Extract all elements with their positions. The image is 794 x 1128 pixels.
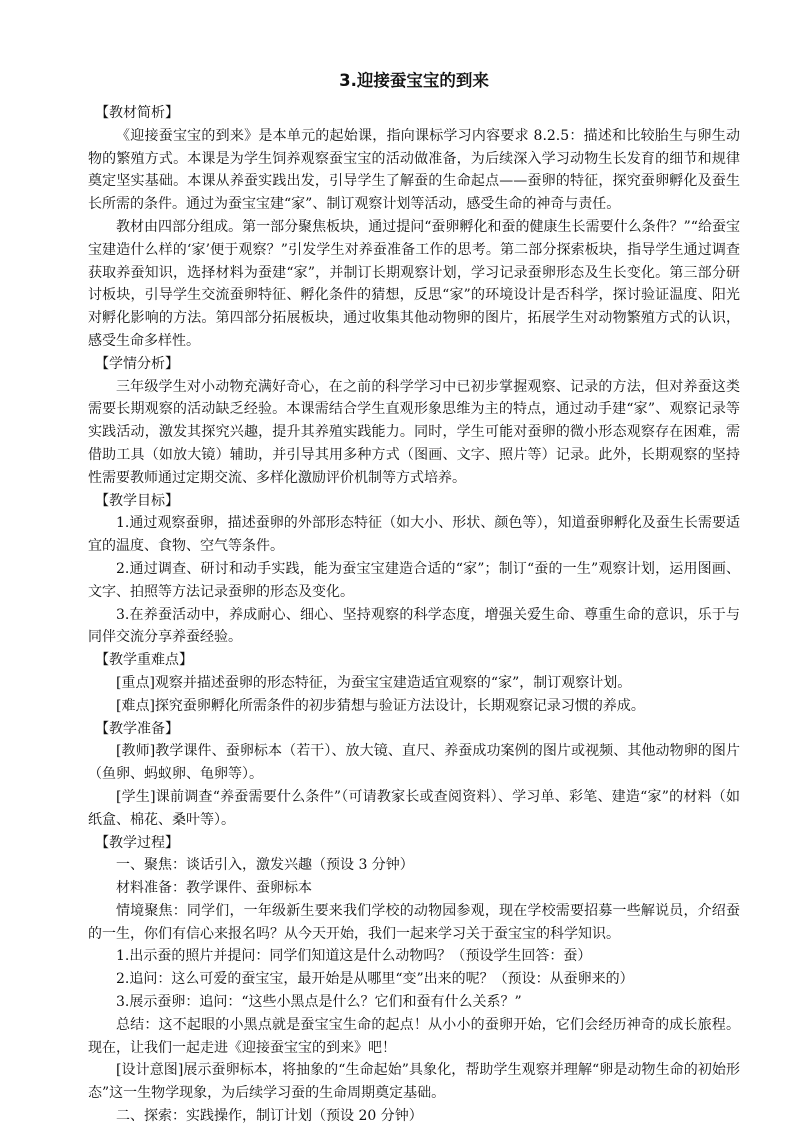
document-page: [88, 68, 740, 1128]
paragraph: 《迎接蚕宝宝的到来》是本单元的起始课，指向课标学习内容要求 8.2.5：描述和比较胎生与卵生动物的繁殖方式。本课是为学生饲养观察蚕宝宝的活动做准备，为后续深入学习动物生长发育的细节和规律奠定坚实基础。本课从养蚕实践出发，引导学生了解蚕的生命起点——蚕卵的特征，探究蚕卵孵化及蚕生长所需的条件。通过为蚕宝宝建“家”、制订观察计划等活动，感受生命的神奇与责任。: [88, 127, 740, 213]
paragraph: 总结：这不起眼的小黑点就是蚕宝宝生命的起点！从小小的蚕卵开始，它们会经历神奇的成长旅程。现在，让我们一起走进《迎接蚕宝宝的到来》吧！: [88, 1016, 740, 1056]
document-body: [88, 102, 740, 1128]
section-heading: 【教学准备】: [95, 720, 179, 737]
paragraph: 一、聚焦：谈话引入，激发兴趣（预设 3 分钟）: [116, 857, 414, 874]
paragraph: 1.通过观察蚕卵，描述蚕卵的外部形态特征（如大小、形状、颜色等），知道蚕卵孵化及蚕生长需要适宜的温度、食物、空气等条件。: [88, 515, 740, 555]
page-title: 3.迎接蚕宝宝的到来: [339, 71, 489, 90]
paragraph: 教材由四部分组成。第一部分聚焦板块，通过提问“蚕卵孵化和蚕的健康生长需要什么条件？”“给蚕宝宝建造什么样的‘家’便于观察？”引发学生对养蚕准备工作的思考。第二部分探索板块，指导学生通过调查获取养蚕知识，选择材料为蚕建“家”，并制订长期观察计划，学习记录蚕卵形态及生长变化。第三部分研讨板块，引导学生交流蚕卵特征、孵化条件的猜想，反思“家”的环境设计是否科学，探讨验证温度、阳光对孵化影响的方法。第四部分拓展板块，通过收集其他动物卵的图片，拓展学生对动物繁殖方式的认识，感受生命多样性。: [88, 218, 740, 349]
paragraph: 材料准备：教学课件、蚕卵标本: [116, 880, 312, 897]
paragraph: [设计意图]展示蚕卵标本，将抽象的“生命起始”具象化，帮助学生观察并理解“卵是动物生命的初始形态”这一生物学现象，为后续学习蚕的生命周期奠定基础。: [88, 1062, 740, 1102]
paragraph: 2.追问：这么可爱的蚕宝宝，最开始是从哪里“变”出来的呢？（预设：从蚕卵来的）: [116, 971, 634, 988]
section-heading: 【教学过程】: [95, 834, 179, 851]
section-heading: 【学情分析】: [95, 355, 179, 372]
paragraph: 三年级学生对小动物充满好奇心，在之前的科学学习中已初步掌握观察、记录的方法，但对养蚕这类需要长期观察的活动缺乏经验。本课需结合学生直观形象思维为主的特点，通过动手建“家”、观察记录等实践活动，激发其探究兴趣，提升其养殖实践能力。同时，学生可能对蚕卵的微小形态观察存在困难，需借助工具（如放大镜）辅助，并引导其用多种方式（图画、文字、照片等）记录。此外，长期观察的坚持性需要教师通过定期交流、多样化激励评价机制等方式培养。: [88, 378, 740, 486]
paragraph: 3.展示蚕卵：追问：“这些小黑点是什么？它们和蚕有什么关系？”: [116, 994, 522, 1011]
section-heading: 【教材简析】: [95, 105, 179, 121]
paragraph: 2.通过调查、研讨和动手实践，能为蚕宝宝建造合适的“家”；制订“蚕的一生”观察计划，运用图画、文字、拍照等方法记录蚕卵的形态及变化。: [88, 560, 740, 600]
paragraph: 1.出示蚕的照片并提问：同学们知道这是什么动物吗？（预设学生回答：蚕）: [116, 948, 592, 965]
paragraph: 3.在养蚕活动中，养成耐心、细心、坚持观察的科学态度，增强关爱生命、尊重生命的意识，乐于与同伴交流分享养蚕经验。: [88, 606, 740, 646]
section-heading: 【教学目标】: [95, 492, 179, 509]
section-heading: 【教学重难点】: [95, 652, 193, 669]
paragraph: [学生]课前调查“养蚕需要什么条件”（可请教家长或查阅资料）、学习单、彩笔、建造“家”的材料（如纸盒、棉花、桑叶等）。: [88, 788, 740, 828]
paragraph: [教师]教学课件、蚕卵标本（若干）、放大镜、直尺、养蚕成功案例的图片或视频、其他动物卵的图片（鱼卵、蚂蚁卵、龟卵等）。: [88, 743, 740, 783]
paragraph: 二、探索：实践操作，制订计划（预设 20 分钟）: [116, 1108, 423, 1125]
paragraph: [难点]探究蚕卵孵化所需条件的初步猜想与验证方法设计，长期观察记录习惯的养成。: [116, 697, 645, 714]
paragraph: [重点]观察并描述蚕卵的形态特征，为蚕宝宝建造适宜观察的“家”，制订观察计划。: [116, 674, 632, 691]
paragraph: 情境聚焦：同学们，一年级新生要来我们学校的动物园参观，现在学校需要招募一些解说员，介绍蚕的一生，你们有信心来报名吗？从今天开始，我们一起来学习关于蚕宝宝的科学知识。: [88, 902, 740, 942]
